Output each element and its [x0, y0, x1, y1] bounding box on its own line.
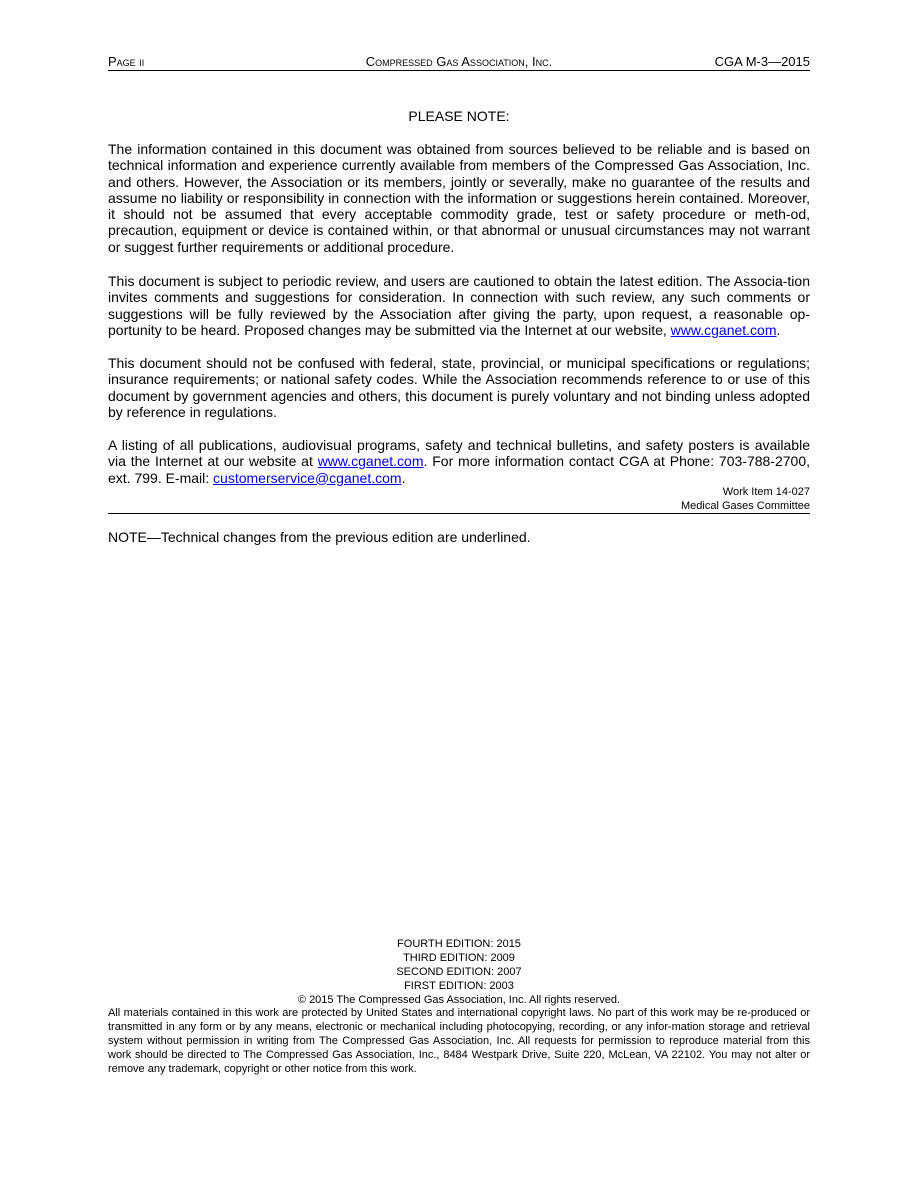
copyright-notice: All materials contained in this work are protected by United States and international copyright laws. No part of this work may be re-produced or transmitted in any form or by any means, electronic or mechanical including photocopying, recording, or any infor-mation storage and retrieval system without permission in writing from The Compressed Gas Association, Inc. All requests for permission to reproduce material from this work should be directed to The Compressed Gas Association, Inc., 8484 Westpark Drive, Suite 220, McLean, VA 22102. You may not alter or remove any trademark, copyright or other notice from this work. — [108, 1007, 810, 1075]
paragraph-listing-end: . — [401, 469, 406, 486]
technical-changes-note: NOTE—Technical changes from the previous edition are underlined. — [108, 529, 531, 545]
doc-id: CGA M-3—2015 — [714, 54, 810, 69]
website-link[interactable]: www.cganet.com — [670, 321, 777, 338]
paragraph-review — [108, 273, 810, 338]
edition-history — [108, 937, 810, 1007]
third-edition: THIRD EDITION: 2009 — [403, 952, 515, 964]
website-link-2[interactable]: www.cganet.com — [317, 453, 424, 470]
paragraph-review-text: This document is subject to periodic review, and users are cautioned to obtain the latest edition. The Associa-tion invites comments and suggestions for consideration. In connection with such review, any such comments or suggestions will be fully reviewed by the Association after giving the party, upon request, a reasonable op-portunity to be heard. Proposed changes may be submitted via the Internet at our website, — [108, 273, 810, 338]
paragraph-reliability: The information contained in this document was obtained from sources believed to be reliable and is based on technical information and experience currently available from members of the Compressed Gas Association, Inc. and others. However, the Association or its members, jointly or severally, make no guarantee of the results and assume no liability or responsibility in connection with the information or suggestions herein contained. Moreover, it should not be assumed that every acceptable commodity grade, test or safety procedure or meth-od, precaution, equipment or device is contained within, or that abnormal or unusual circumstances may not warrant or suggest further requirements or additional procedure. — [108, 141, 810, 255]
paragraph-listing-text2: . For more information contact CGA at Phone: 703-788-2700, ext. 799. E-mail: — [108, 453, 810, 486]
fourth-edition: FOURTH EDITION: 2015 — [397, 938, 521, 950]
copyright-line: © 2015 The Compressed Gas Association, Inc. All rights reserved. — [297, 994, 621, 1006]
first-edition: FIRST EDITION: 2003 — [404, 980, 514, 992]
committee-name: Medical Gases Committee — [681, 500, 810, 512]
please-note-heading: PLEASE NOTE: — [408, 108, 510, 124]
email-link[interactable]: customerservice@cganet.com — [213, 469, 402, 486]
work-item-block — [108, 485, 810, 514]
paragraph-listing-text1: A listing of all publications, audiovisual programs, safety and technical bulletins, and safety posters is available via the Internet at our website at — [108, 437, 810, 470]
paragraph-listing — [108, 437, 810, 486]
work-item-number: Work Item 14-027 — [722, 486, 810, 498]
org-name: Compressed Gas Association, Inc. — [365, 54, 553, 69]
paragraph-regulations: This document should not be confused with federal, state, provincial, or municipal specifications or regulations; insurance requirements; or national safety codes. While the Association recommends reference to or use of this document by government agencies and others, this document is purely voluntary and not binding unless adopted by reference in regulations. — [108, 355, 810, 420]
running-header — [108, 54, 810, 71]
paragraph-review-end: . — [776, 321, 781, 338]
page-label: Page ii — [108, 54, 145, 69]
second-edition: SECOND EDITION: 2007 — [396, 966, 522, 978]
